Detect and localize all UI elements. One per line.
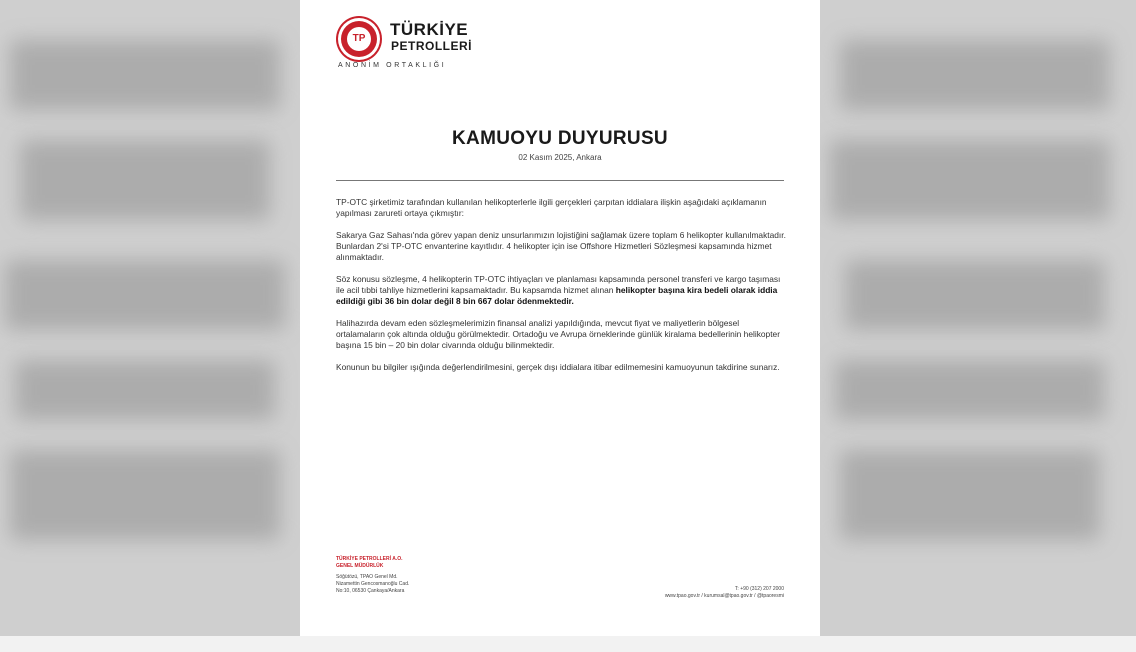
footer-phone: T: +90 (312) 207 2000 — [734, 586, 784, 592]
logo-name-line1: TÜRKİYE — [390, 20, 469, 39]
logo-mark: TP — [347, 27, 371, 51]
footer-department: GENEL MÜDÜRLÜK — [336, 563, 384, 569]
document-date: 02 Kasım 2025, Ankara — [518, 153, 602, 162]
document-body — [336, 197, 788, 384]
paragraph-emphasis: helikopter başına kira bedeli olarak iddia edildiği gibi 36 bin dolar değil 8 bin 667 dolar ödenmektedir. — [336, 285, 778, 306]
footer-contact — [564, 586, 784, 600]
logo-emblem — [338, 18, 380, 60]
announcement-page — [300, 0, 820, 636]
footer-contacts: www.tpao.gov.tr / kurumsal@tpao.gov.tr / @tpaoresmi — [664, 593, 784, 599]
divider — [336, 180, 784, 181]
footer-address-line: Nizamettin Gencosmanoğlu Cad. — [336, 581, 410, 587]
paragraph — [336, 274, 788, 307]
paragraph: Sakarya Gaz Sahası'nda görev yapan deniz unsurlarımızın lojistiğini sağlamak üzere toplam 6 helikopter kullanılmaktadır. Bunlardan 2'si TP-OTC envanterine kayıtlıdır. 4 helikopter için ise Offshore Hizmetleri Sözleşmesi kapsamında hizmet alınmaktadır. — [336, 230, 786, 262]
paragraph: Halihazırda devam eden sözleşmelerimizin finansal analizi yapıldığında, mevcut fiyat ve maliyetlerin bölgesel ortalamaların çok altında olduğu görülmektedir. Ortadoğu ve Avrupa örneklerinde günlük kiralama bedellerinin helikopter başına 15 bin – 20 bin dolar civarında olduğu bilinmektedir. — [336, 318, 780, 350]
footer-address-line: Söğütözü, TPAO Genel Md. — [336, 574, 398, 580]
document-title: KAMUOYU DUYURUSU — [452, 128, 668, 149]
paragraph-text: Söz konusu sözleşme, 4 helikopterin TP-OTC ihtiyaçları ve planlaması kapsamında personel transferi ve kargo taşıması ile acil tıbbi tahliye hizmetlerini kapsamaktadır. Bu kapsamda hizmet alınan — [336, 274, 781, 295]
logo-subtitle: ANONİM ORTAKLIĞI — [338, 62, 447, 69]
blurred-backdrop-left — [0, 0, 300, 652]
footer-address — [336, 556, 486, 595]
blurred-backdrop-right — [820, 0, 1136, 652]
company-logo — [338, 16, 498, 76]
footer-company: TÜRKİYE PETROLLERİ A.O. — [336, 556, 403, 562]
bottom-strip — [0, 636, 1136, 652]
paragraph: TP-OTC şirketimiz tarafından kullanılan helikopterlerle ilgili gerçekleri çarpıtan iddialara ilişkin aşağıdaki açıklamanın yapılması zarureti ortaya çıkmıştır: — [336, 197, 767, 218]
footer-address-line: No:10, 06530 Çankaya/Ankara — [336, 588, 405, 594]
paragraph: Konunun bu bilgiler ışığında değerlendirilmesini, gerçek dışı iddialara itibar edilmemesini kamuoyunun takdirine sunarız. — [336, 362, 780, 372]
logo-name-line2: PETROLLERİ — [391, 39, 473, 53]
